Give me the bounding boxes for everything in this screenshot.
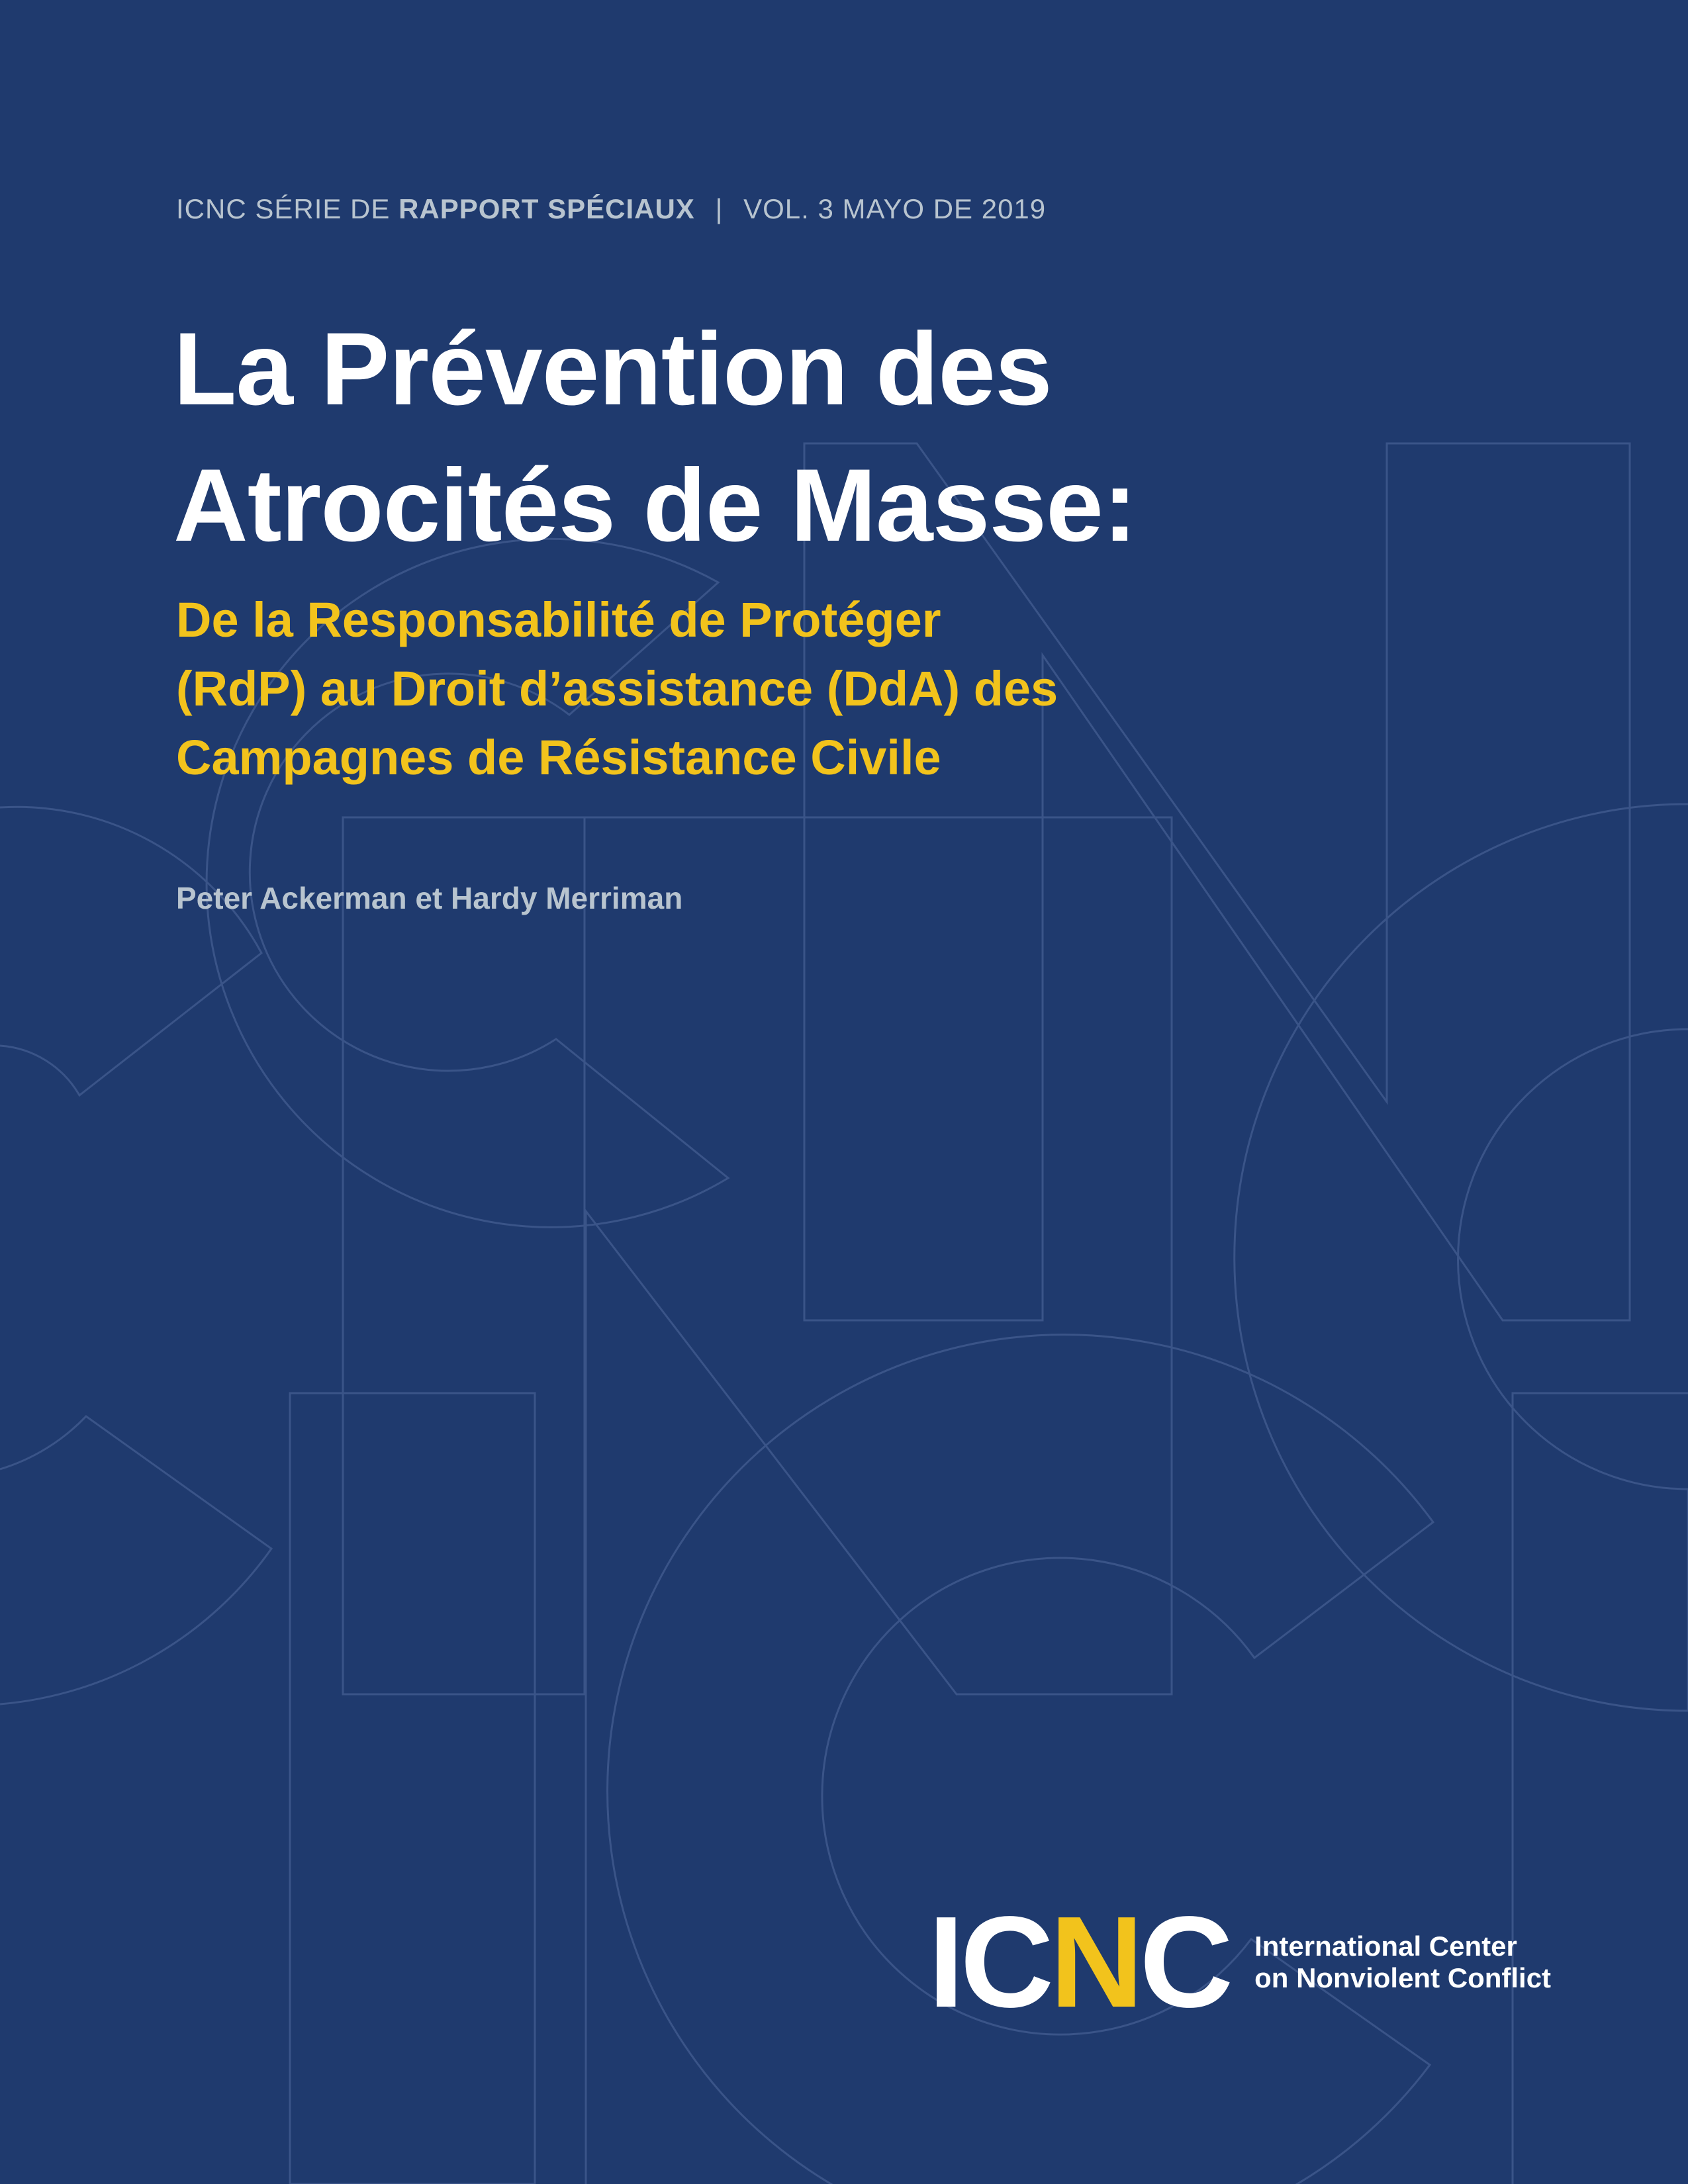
series-separator: | bbox=[715, 193, 724, 224]
logo-mark-part-2: C bbox=[1139, 1889, 1230, 2034]
pattern-letter-c-2 bbox=[0, 807, 261, 1095]
subtitle-line-2: (RdP) au Droit d’assistance (DdA) des bbox=[176, 661, 1058, 716]
pattern-letter-i-3 bbox=[1513, 1393, 1688, 2184]
logo-mark-part-1: IC bbox=[928, 1889, 1050, 2034]
pattern-letter-n-1 bbox=[804, 443, 1630, 1320]
pattern-letter-c-5 bbox=[1235, 804, 1688, 1711]
authors: Peter Ackerman et Hardy Merriman bbox=[176, 881, 683, 915]
series-prefix: ICNC SÉRIE DE bbox=[176, 193, 391, 224]
subtitle-line-3: Campagnes de Résistance Civile bbox=[176, 730, 941, 785]
subtitle-line-1: De la Responsabilité de Protéger bbox=[176, 592, 941, 647]
icnc-logo bbox=[928, 1889, 1552, 2034]
pattern-letter-i-2 bbox=[290, 1393, 535, 2184]
title-line-1: La Prévention des bbox=[173, 312, 1052, 427]
logo-wordmark bbox=[928, 1889, 1230, 2034]
series-line bbox=[176, 193, 1046, 225]
series-volume: VOL. 3 MAYO DE 2019 bbox=[743, 193, 1047, 224]
logo-name-line-1: International Center bbox=[1254, 1931, 1517, 1962]
title-line-2: Atrocités de Masse: bbox=[173, 448, 1137, 563]
logo-mark-accent: N bbox=[1050, 1889, 1140, 2034]
series-highlight: RAPPORT SPÉCIAUX bbox=[399, 193, 695, 224]
pattern-letter-c-3 bbox=[0, 1416, 271, 1704]
logo-organization-name bbox=[1254, 1931, 1551, 1994]
pattern-letter-c-4 bbox=[608, 1335, 1433, 2184]
report-title bbox=[173, 301, 1564, 574]
logo-name-line-2: on Nonviolent Conflict bbox=[1254, 1962, 1552, 1993]
report-subtitle bbox=[176, 586, 1434, 792]
pattern-letter-i-1 bbox=[343, 817, 585, 1694]
